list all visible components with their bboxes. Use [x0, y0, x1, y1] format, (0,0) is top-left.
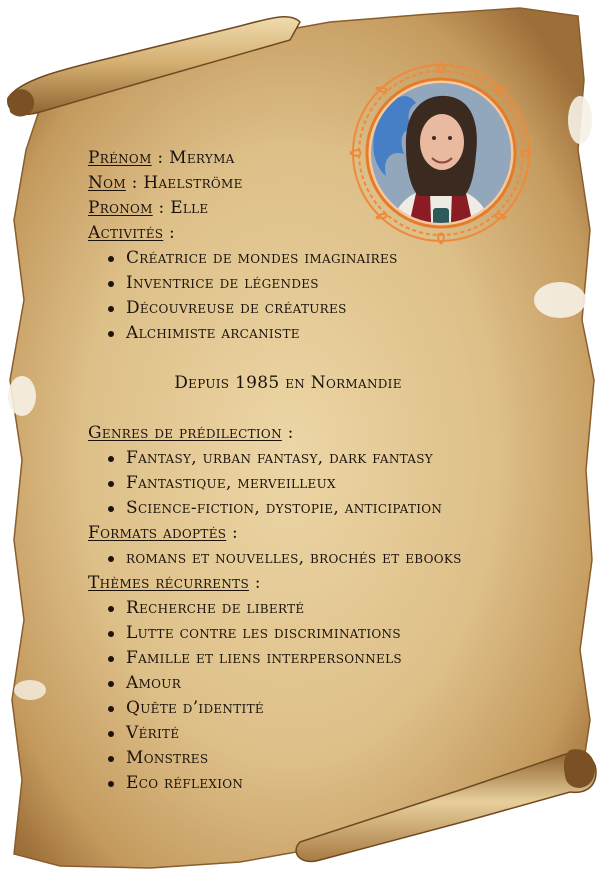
list-item: Monstres	[104, 746, 528, 771]
list-item: Eco réflexion	[104, 771, 528, 796]
profile-content	[88, 146, 528, 796]
formats-heading: Formats adoptés :	[88, 523, 239, 543]
genres-heading: Genres de prédilection :	[88, 423, 294, 443]
list-item: romans et nouvelles, brochés et ebooks	[104, 546, 528, 571]
list-item: Fantasy, urban fantasy, dark fantasy	[104, 446, 528, 471]
themes-heading: Thèmes récurrents :	[88, 573, 261, 593]
nom-value: Haelströme	[143, 173, 243, 193]
genres-list	[88, 446, 528, 521]
activites-list	[88, 246, 528, 346]
activites-label: Activités	[88, 223, 164, 243]
list-item: Lutte contre les discriminations	[104, 621, 528, 646]
nom-label: Nom	[88, 173, 126, 193]
list-item: Famille et liens interpersonnels	[104, 646, 528, 671]
list-item: Créatrice de mondes imaginaires	[104, 246, 528, 271]
list-item: Recherche de liberté	[104, 596, 528, 621]
formats-label: Formats adoptés	[88, 523, 227, 543]
themes-list	[88, 596, 528, 796]
list-item: Science-fiction, dystopie, anticipation	[104, 496, 528, 521]
themes-label: Thèmes récurrents	[88, 573, 249, 593]
prenom-value: Meryma	[169, 148, 235, 168]
list-item: Quête d’identité	[104, 696, 528, 721]
list-item: Inventrice de légendes	[104, 271, 528, 296]
field-activites: Activités :	[88, 223, 176, 243]
list-item: Vérité	[104, 721, 528, 746]
field-nom: Nom : Haelströme	[88, 173, 243, 193]
pronom-value: Elle	[170, 198, 209, 218]
list-item: Amour	[104, 671, 528, 696]
prenom-label: Prénom	[88, 148, 152, 168]
formats-list	[88, 546, 528, 571]
field-pronom: Pronom : Elle	[88, 198, 209, 218]
list-item: Alchimiste arcaniste	[104, 321, 528, 346]
genres-label: Genres de prédilection	[88, 423, 282, 443]
list-item: Fantastique, merveilleux	[104, 471, 528, 496]
list-item: Découvreuse de créatures	[104, 296, 528, 321]
origin-text: Depuis 1985 en Normandie	[174, 373, 402, 393]
field-prenom: Prénom : Meryma	[88, 148, 235, 168]
pronom-label: Pronom	[88, 198, 153, 218]
